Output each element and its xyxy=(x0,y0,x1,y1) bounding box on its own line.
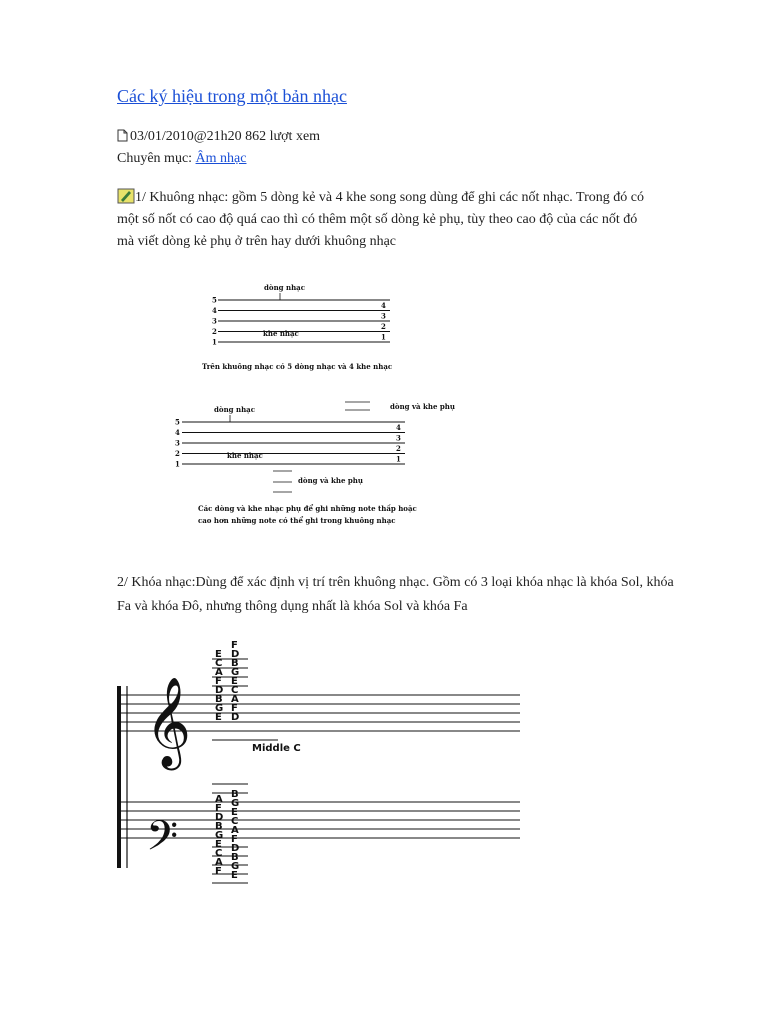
note-letter: G xyxy=(231,798,240,809)
note-letter: A xyxy=(231,694,239,705)
note-letter: F xyxy=(215,676,222,687)
note-letter: E xyxy=(231,676,238,687)
space-number: 2 xyxy=(396,443,401,453)
line-number: 2 xyxy=(175,449,180,458)
staff-figure-2 xyxy=(170,395,470,530)
space-label: khe nhạc xyxy=(227,451,263,460)
note-letter: F xyxy=(215,803,222,814)
space-number: 3 xyxy=(381,311,386,321)
note-letter: G xyxy=(231,667,240,678)
document-icon xyxy=(117,129,128,142)
category-link[interactable]: Âm nhạc xyxy=(195,151,247,166)
note-letter: A xyxy=(215,667,223,678)
paragraph-staff xyxy=(117,187,657,253)
category-label: Chuyên mục: xyxy=(117,151,196,166)
paragraph-clef: 2/ Khóa nhạc:Dùng để xác định vị trí trên khuông nhạc. Gồm có 3 loại khóa nhạc là khóa Sol, khóa Fa và khóa Đô, nhưng thông dụng nhất là khóa Sol và khóa Fa xyxy=(117,575,674,614)
treble-clef-icon: 𝄞 xyxy=(145,677,192,767)
category-line xyxy=(117,151,246,167)
ledger-label-bottom: dòng và khe phụ xyxy=(298,476,363,485)
note-letter: B xyxy=(215,694,223,705)
note-letter: F xyxy=(231,834,238,845)
line-label: dòng nhạc xyxy=(264,283,305,292)
line-number: 3 xyxy=(175,438,180,448)
space-label: khe nhạc xyxy=(263,329,299,338)
line-number: 5 xyxy=(212,295,217,305)
note-letter: F xyxy=(215,866,222,877)
pencil-note-icon xyxy=(117,188,135,204)
note-letter: A xyxy=(215,857,223,868)
note-letter: C xyxy=(231,685,239,696)
line-number: 2 xyxy=(212,327,217,336)
note-letter: D xyxy=(215,685,224,696)
note-letter: D xyxy=(231,649,240,660)
space-number: 1 xyxy=(381,332,386,342)
note-letter: C xyxy=(215,658,223,669)
note-letter: B xyxy=(231,789,239,800)
space-number: 2 xyxy=(381,321,386,331)
space-number: 4 xyxy=(396,422,401,432)
line-number: 5 xyxy=(175,417,180,427)
figure1-caption: Trên khuông nhạc có 5 dòng nhạc và 4 khe nhạc xyxy=(202,362,393,371)
note-letter: D xyxy=(231,712,240,723)
bass-clef-icon: 𝄢 xyxy=(146,812,179,870)
note-letter: C xyxy=(231,816,239,827)
note-letter: G xyxy=(231,861,240,872)
line-number: 1 xyxy=(175,459,180,469)
note-letter: D xyxy=(215,812,224,823)
article-title[interactable]: Các ký hiệu trong một bản nhạc xyxy=(117,86,347,106)
note-letter: E xyxy=(231,870,238,881)
ledger-label-top: dòng và khe phụ xyxy=(390,402,455,411)
note-letter: B xyxy=(231,658,239,669)
post-meta xyxy=(117,129,320,145)
note-letter: G xyxy=(215,830,224,841)
staff-figure-1 xyxy=(200,278,450,378)
space-number: 1 xyxy=(396,454,401,464)
line-number: 1 xyxy=(212,337,217,347)
note-letter: E xyxy=(215,839,222,850)
line-number: 4 xyxy=(212,306,217,315)
line-label: dòng nhạc xyxy=(214,405,255,414)
line-number: 4 xyxy=(175,428,180,437)
space-number: 4 xyxy=(381,300,386,310)
middle-c-label: Middle C xyxy=(252,743,301,754)
post-date-views: 03/01/2010@21h20 862 lượt xem xyxy=(130,129,321,144)
line-number: 3 xyxy=(212,316,217,326)
space-number: 3 xyxy=(396,433,401,443)
note-letter: A xyxy=(215,794,223,805)
note-letter: B xyxy=(215,821,223,832)
note-letter: E xyxy=(215,649,222,660)
paragraph-staff-text: 1/ Khuông nhạc: gồm 5 dòng kẻ và 4 khe song song dùng để ghi các nốt nhạc. Trong đó có một số nốt có cao độ quá cao thì có thêm một số dòng kẻ phụ, tùy theo cao độ của các nốt đó mà viết dòng kẻ phụ ở trên hay dưới khuông nhạc xyxy=(117,190,644,249)
note-letter: A xyxy=(231,825,239,836)
note-letter: F xyxy=(231,703,238,714)
figure2-caption-line2: cao hơn những note có thể ghi trong khuông nhạc xyxy=(198,516,396,525)
note-letter: E xyxy=(231,807,238,818)
note-letter: B xyxy=(231,852,239,863)
note-letter: C xyxy=(215,848,223,859)
grand-staff-figure xyxy=(110,636,530,932)
note-letter: G xyxy=(215,703,224,714)
figure2-caption-line1: Các dòng và khe nhạc phụ để ghi những note thấp hoặc xyxy=(198,504,417,513)
note-letter: D xyxy=(231,843,240,854)
note-letter: E xyxy=(215,712,222,723)
note-letter: F xyxy=(231,640,238,651)
